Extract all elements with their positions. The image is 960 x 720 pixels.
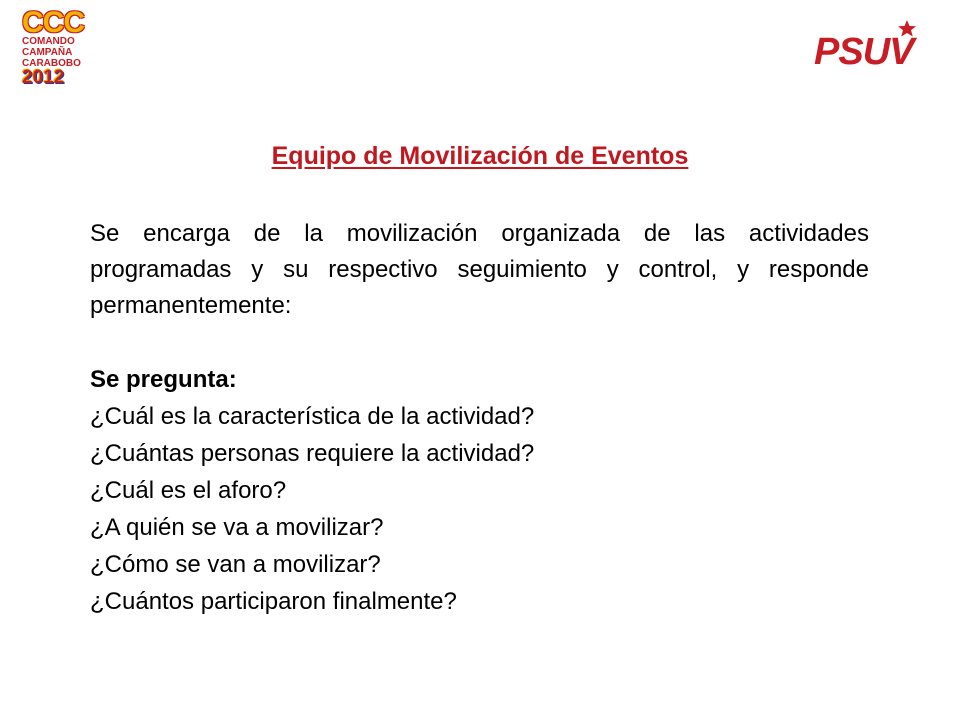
slide-content (90, 216, 869, 620)
slide-title: Equipo de Movilización de Eventos (271, 142, 689, 170)
question-item: ¿Cuántas personas requiere la actividad? (90, 440, 535, 467)
logo-year-text: 2012 (22, 67, 65, 88)
psuv-logo-text: PSUV (814, 31, 914, 70)
logo-carabobo-text: CARABOBO (22, 58, 81, 69)
psuv-logo-graphic (812, 18, 934, 70)
logo-comando-text: COMANDO (22, 36, 75, 47)
question-item: ¿Cómo se van a movilizar? (90, 551, 381, 578)
comando-campana-logo (22, 6, 84, 92)
logo-campana-text: CAMPAÑA (22, 47, 73, 58)
question-item: ¿A quién se va a movilizar? (90, 514, 384, 541)
team-description: Se encarga de la movilización organizada de las actividades programadas y su respectivo seguimiento y control, y responde permanentemente: (90, 220, 869, 319)
question-item: ¿Cuál es la característica de la actividad? (90, 403, 535, 430)
question-item: ¿Cuántos participaron finalmente? (90, 588, 457, 615)
psuv-logo (812, 18, 934, 70)
logo-ccc-text: CCC (22, 6, 84, 39)
questions-list (90, 398, 869, 620)
question-item: ¿Cuál es el aforo? (90, 477, 287, 504)
questions-heading: Se pregunta: (90, 366, 237, 393)
